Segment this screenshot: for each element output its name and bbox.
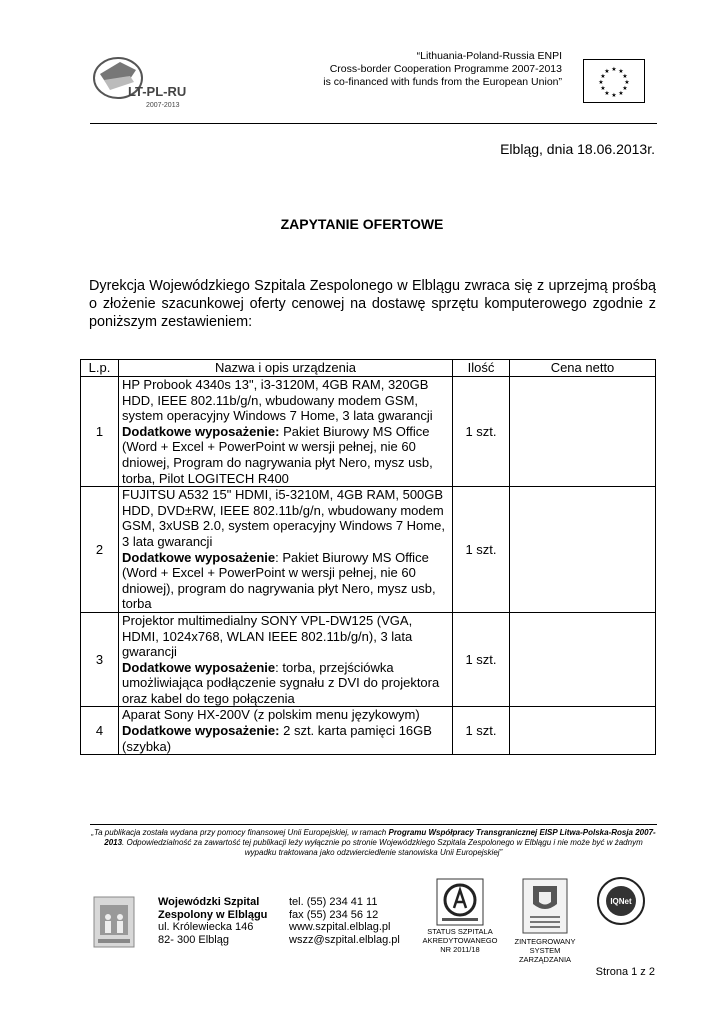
eu-disclaimer [90,828,657,858]
row-quantity: 1 szt. [453,487,510,613]
extras-label: Dodatkowe wyposażenie [122,659,276,675]
row-number: 4 [81,707,119,755]
table-row [81,612,656,707]
footer-divider [90,824,657,825]
table-row [81,377,656,487]
lt-pl-ru-logo [90,52,200,110]
hospital-logo [92,895,136,949]
accreditation-label: STATUS SZPITALA AKREDYTOWANEGO NR 2011/18 [422,927,498,954]
row-description [119,377,453,487]
programme-line: “Lithuania-Poland-Russia ENPI [416,50,562,62]
svg-text:LT-PL-RU: LT-PL-RU [128,84,187,99]
extras-label: Dodatkowe wyposażenie: [122,723,280,739]
svg-text:★: ★ [618,90,624,97]
extras-label: Dodatkowe wyposażenie: [122,423,280,439]
disclaimer-part-1: „Ta publikacja została wydana przy pomocy finansowej Unii Europejskiej, w ramach [91,828,389,837]
row-description [119,612,453,707]
row-number: 1 [81,377,119,487]
row-net-price [510,377,656,487]
disclaimer-part-2: . Odpowiedzialność za zawartość tej publikacji leży wyłącznie po stronie Wojewódzkiego Szpitala Zespolonego w Elblągu i nie może być w żadnym wypadku traktowana jako odzwierciedlenie stanowiska Unii Europejskiej” [122,838,643,857]
table-row [81,487,656,613]
table-header-row [81,360,656,377]
device-description: Projektor multimedialny SONY VPL-DW125 (VGA, HDMI, 1024x768, WLAN IEEE 802.11b/g/n), 3 lata gwarancji [122,612,413,660]
header-net-price: Cena netto [510,360,656,377]
header-quantity: Ilość [453,360,510,377]
extras-text: Pakiet Biurowy MS Office (Word + Excel + PowerPoint w wersji pełnej, nie 60 dniowej, Program do nagrywania płyt Nero, mysz usb, torba, Pilot LOGITECH R400 [122,423,433,486]
contact-website: www.szpital.elblag.pl [289,921,391,933]
row-number: 3 [81,612,119,707]
document-title: ZAPYTANIE OFERTOWE [280,216,444,232]
header-lp: L.p. [81,360,119,377]
hospital-contact [289,896,400,946]
row-description [119,707,453,755]
extras-text: : Pakiet Biurowy MS Office (Word + Excel + PowerPoint w wersji pełnej, nie 60 dniowej), program do nagrywania płyt Nero, mysz usb, torba [122,549,436,612]
programme-line: is co-financed with funds from the European Union” [323,76,562,88]
svg-text:IQNet: IQNet [610,897,632,906]
contact-email: wszz@szpital.elblag.pl [289,933,400,946]
table-row [81,707,656,755]
contact-fax: fax (55) 234 56 12 [289,908,379,921]
disclaimer-programme: Programu Współpracy Transgranicznej EISP Litwa-Polska-Rosja 2007-2013 [104,828,656,847]
svg-text:★: ★ [622,73,628,80]
row-net-price [510,612,656,707]
row-net-price [510,707,656,755]
address-name-line-2: Zespolony w Elblągu [158,908,268,921]
programme-statement [262,50,562,89]
svg-text:★: ★ [604,90,610,97]
svg-text:★: ★ [611,92,617,99]
intro-paragraph: Dyrekcja Wojewódzkiego Szpitala Zespolonego w Elblągu zwraca się z uprzejmą prośbą o złożenie szacunkowej oferty cenowej na dostawę sprzętu komputerowego zgodnie z poniższym zestawieniem: [89,278,656,330]
svg-text:★: ★ [600,85,606,92]
svg-text:★: ★ [611,66,617,73]
address-name-line-1: Wojewódzki Szpital [158,896,260,908]
programme-line: Cross-border Cooperation Programme 2007-2013 [329,63,562,75]
address-street: ul. Królewiecka 146 [158,921,254,933]
iso-certificate-icon [522,878,568,934]
svg-text:2007-2013: 2007-2013 [146,102,180,109]
row-net-price [510,487,656,613]
equipment-table [80,359,656,755]
document-date: Elbląg, dnia 18.06.2013r. [500,141,655,157]
svg-text:★: ★ [624,79,630,86]
svg-text:★: ★ [618,68,624,75]
contact-phone: tel. (55) 234 41 11 [289,896,378,908]
row-quantity: 1 szt. [453,612,510,707]
row-number: 2 [81,487,119,613]
device-description: HP Probook 4340s 13", i3-3120M, 4GB RAM, 320GB HDD, IEEE 802.11b/g/n, wbudowany modem GSM, system operacyjny Windows 7 Home, 3 lata gwarancji [122,377,433,424]
row-quantity: 1 szt. [453,377,510,487]
accreditation-icon [436,878,484,926]
svg-text:★: ★ [604,68,610,75]
header-description: Nazwa i opis urządzenia [119,360,453,377]
address-city: 82- 300 Elbląg [158,933,229,946]
extras-text: : torba, przejściówka umożliwiająca podłączenie sygnału z DVI do projektora oraz kabel do tego połączenia [122,659,440,706]
extras-label: Dodatkowe wyposażenie [122,549,276,565]
svg-text:★: ★ [598,79,604,86]
svg-text:★: ★ [600,73,606,80]
hospital-address [158,896,267,946]
iso-certificate-label: ZINTEGROWANY SYSTEM ZARZĄDZANIA [514,937,576,964]
iqnet-icon [596,876,646,926]
device-description: Aparat Sony HX-200V (z polskim menu językowym) [122,707,420,723]
row-quantity: 1 szt. [453,707,510,755]
header-divider [90,123,657,124]
eu-flag-icon [583,59,645,103]
extras-text: 2 szt. karta pamięci 16GB (szybka) [122,723,432,754]
row-description [119,487,453,613]
page-number: Strona 1 z 2 [595,966,655,978]
device-description: FUJITSU A532 15" HDMI, i5-3210M, 4GB RAM, 500GB HDD, DVD±RW, IEEE 802.11b/g/n, wbudowany modem GSM, 3xUSB 2.0, system operacyjny Windows 7 Home, 3 lata gwarancji [122,487,445,549]
svg-text:★: ★ [622,85,628,92]
